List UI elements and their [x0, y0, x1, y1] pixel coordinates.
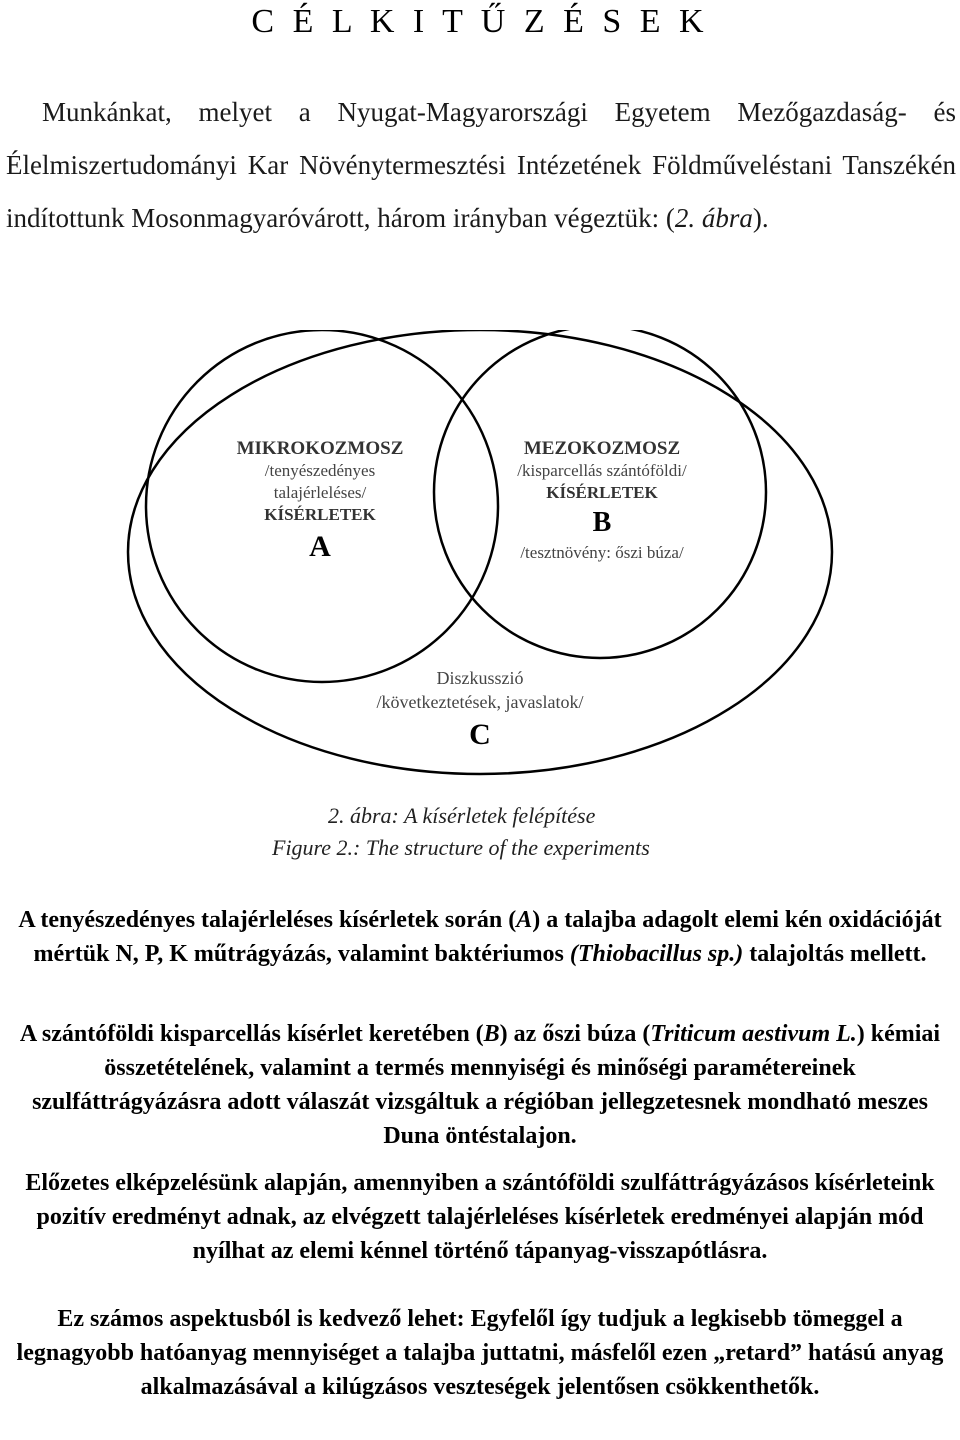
- circle-a-line1: /tenyészedényes: [264, 461, 376, 480]
- discussion-letter: C: [469, 718, 491, 751]
- p1-text-c: talajoltás mellett.: [743, 941, 927, 967]
- intro-paragraph: [6, 86, 956, 245]
- body-paragraph-4: Ez számos aspektusból is kedvező lehet: Egyfelől így tudjuk a legkisebb tömeggel a legnagyobb hatóanyag mennyiséget a talajba juttatni, másfelől ezen „retard” hatású anyag alkalmazásával a kilúgzásos veszteségek jelentősen csökkenthetők.: [16, 1306, 944, 1400]
- circle-a-letter: A: [309, 530, 331, 563]
- body-paragraph-2: [10, 1017, 950, 1153]
- intro-closing: ).: [752, 203, 769, 233]
- caption-hungarian: 2. ábra: A kísérletek felépítése: [328, 803, 596, 828]
- body-paragraph-1: [10, 903, 950, 971]
- circle-a-line2: talajérleléses/: [273, 483, 367, 502]
- circle-a-title: MIKROKOZMOSZ: [236, 438, 404, 459]
- p2-text-c: ) kémiai összetételének, valamint a termés mennyiségi és minőségi paramétereinek szulfáttrágyázásra adott válaszát vizsgáltuk a régióban jellegzetesnek mondható meszes Duna öntéstalajon.: [32, 1021, 941, 1149]
- discussion-line1: /következtetések, javaslatok/: [376, 692, 584, 712]
- circle-a-label: [210, 438, 430, 568]
- figure-caption: [272, 800, 872, 864]
- discussion-title: Diszkusszió: [436, 668, 524, 688]
- p1-ref-a: A: [516, 907, 533, 933]
- p1-text-b: ) a talajba adagolt elemi kén oxidációját mértük N, P, K műtrágyázás, valamint baktériumos: [33, 907, 942, 967]
- circle-b-label: [470, 438, 734, 564]
- p1-species: (Thiobacillus sp.): [569, 941, 744, 967]
- discussion-label: [330, 666, 630, 756]
- p1-text-a: A tenyészedényes talajérleléses kísérletek során (: [18, 907, 517, 933]
- caption-english: Figure 2.: The structure of the experiments: [272, 835, 650, 860]
- experiment-structure-diagram: [0, 330, 960, 810]
- circle-b-line2: KÍSÉRLETEK: [546, 483, 658, 502]
- circle-a-line3: KÍSÉRLETEK: [264, 505, 376, 524]
- body-paragraph-3: Előzetes elképzelésünk alapján, amennyiben a szántóföldi szulfáttrágyázásos kísérleteink pozitív eredményt adnak, az elvégzett talajérleléses kísérletek eredményei alapján mód nyílhat az elemi kénnel történő tápanyag-visszapótlásra.: [25, 1170, 935, 1264]
- circle-b-line3: /tesztnövény: őszi búza/: [520, 543, 684, 562]
- p2-ref-b: B: [483, 1021, 500, 1047]
- p2-text-a: A szántóföldi kisparcellás kísérlet keretében (: [19, 1021, 484, 1047]
- p2-text-b: ) az őszi búza (: [499, 1021, 651, 1047]
- circle-b-line1: /kisparcellás szántóföldi/: [517, 461, 687, 480]
- circle-b-letter: B: [592, 507, 612, 538]
- p2-species: Triticum aestivum L.: [650, 1021, 857, 1047]
- figure-reference: 2. ábra: [674, 203, 753, 233]
- intro-text: Munkánkat, melyet a Nyugat-Magyarországi Egyetem Mezőgazdaság- és Élelmiszertudományi Kar Növénytermesztési Intézetének Földműveléstani Tanszékén indítottunk Mosonmagyaróvárott, három irányban végeztük: (: [6, 97, 956, 233]
- page-title: C É L K I T Ű Z É S E K: [251, 3, 709, 40]
- circle-b-title: MEZOKOZMOSZ: [523, 438, 681, 459]
